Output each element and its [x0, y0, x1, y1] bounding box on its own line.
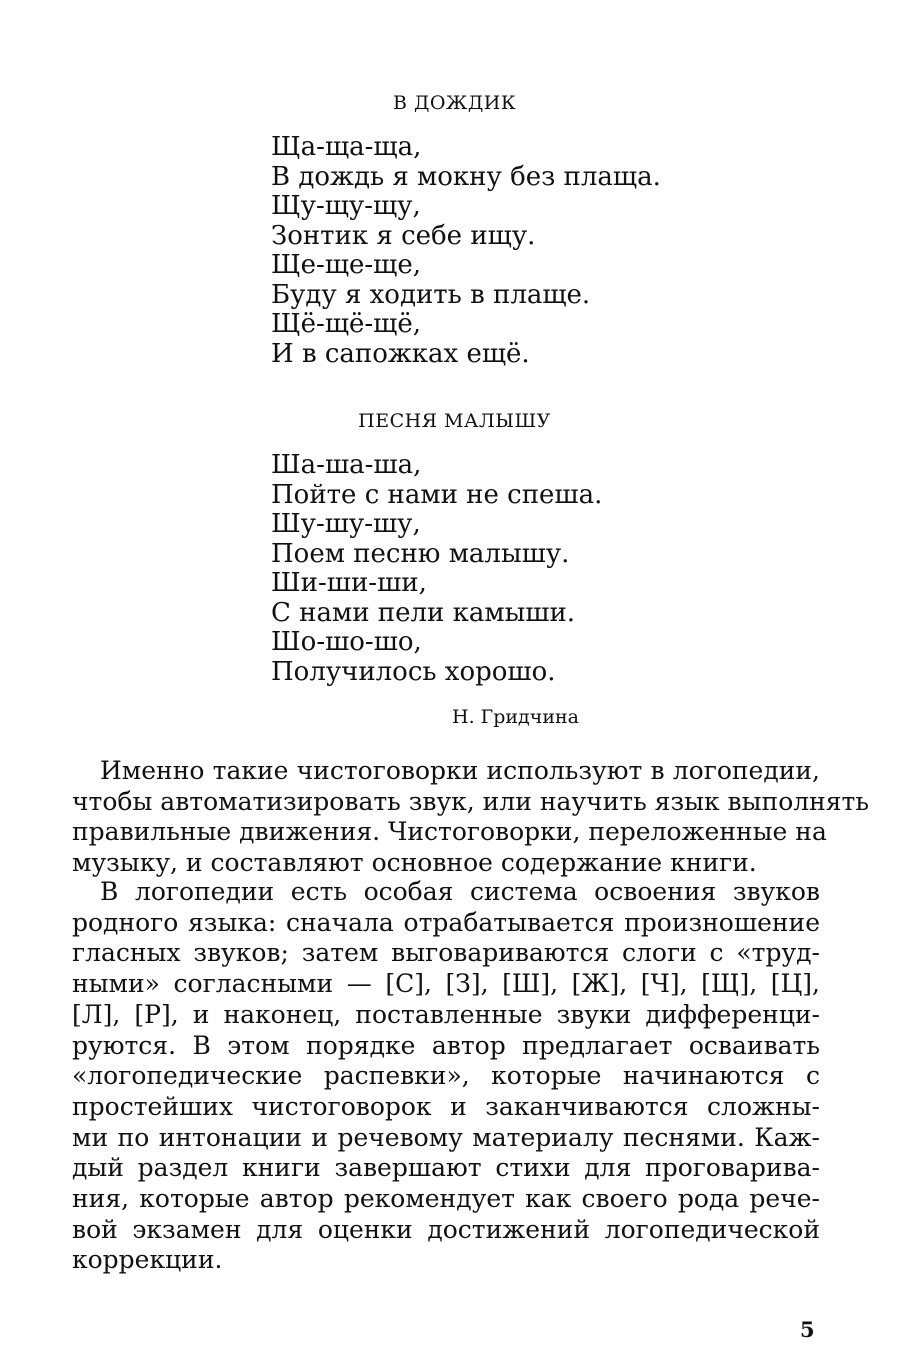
text-line: дый раздел книги завершают стихи для проговарива-	[72, 1153, 820, 1183]
text-line: вой экзамен для оценки достижений логопедической	[72, 1214, 820, 1244]
text-line: родного языка: сначала отрабатывается произношение	[72, 907, 820, 937]
poem-line: Шу-шу-шу,	[271, 509, 421, 539]
body-paragraph	[72, 756, 869, 879]
poem-line: Шо-шо-шо,	[271, 627, 422, 657]
text-line: гласных звуков; затем выговариваются слоги с «труд-	[72, 938, 820, 968]
poem-line: Щё-щё-щё,	[271, 309, 422, 339]
text-line: ми по интонации и речевому материалу песнями. Каж-	[72, 1122, 820, 1152]
poem-line: Зонтик я себе ищу.	[271, 220, 536, 251]
text-line: [Л], [Р], и наконец, поставленные звуки дифференци-	[72, 999, 820, 1029]
poem-line: В дождь я мокну без плаща.	[271, 161, 661, 192]
poem-line: Ши-ши-ши,	[271, 568, 427, 598]
poem-author: Н. Гридчина	[452, 706, 579, 728]
text-line: «логопедические распевки», которые начинаются с	[72, 1061, 820, 1091]
text-line: простейших чистоговорок и заканчиваются сложны-	[72, 1091, 820, 1121]
poem-title: ПЕСНЯ МАЛЫШУ	[358, 410, 551, 432]
poem-line: Поем песню малышу.	[271, 538, 570, 569]
text-line: В логопедии есть особая система освоения звуков	[100, 877, 820, 906]
text-line: Именно такие чистоговорки используют в логопедии,	[100, 756, 820, 785]
text-line: чтобы автоматизировать звук, или научить язык выполнять	[72, 786, 869, 816]
poem-title: В ДОЖДИК	[392, 92, 517, 114]
page-number: 5	[800, 1317, 815, 1342]
poem-line: Ща-ща-ща,	[271, 132, 422, 162]
text-line: ными» согласными — [С], [З], [Ш], [Ж], [Ч], [Щ], [Ц],	[72, 969, 820, 999]
body-paragraph	[72, 877, 820, 1276]
poem-stanza	[271, 133, 661, 369]
text-line: ния, которые автор рекомендует как своего рода рече-	[72, 1184, 820, 1214]
poem-line: Буду я ходить в плаще.	[271, 279, 591, 310]
poem-line: Пойте с нами не спеша.	[271, 479, 603, 510]
poem-line: Получилось хорошо.	[271, 656, 556, 687]
text-line: правильные движения. Чистоговорки, переложенные на	[72, 817, 827, 847]
poem-stanza	[271, 451, 602, 687]
text-line: музыку, и составляют основное содержание книги.	[72, 848, 757, 878]
text-line: руются. В этом порядке автор предлагает осваивать	[72, 1030, 820, 1060]
poem-line: И в сапожках ещё.	[271, 338, 530, 369]
poem-line: Ще-ще-ще,	[271, 250, 422, 280]
poem-line: Ша-ша-ша,	[271, 450, 422, 480]
text-line: коррекции.	[72, 1245, 223, 1275]
poem-line: Щу-щу-щу,	[271, 191, 421, 221]
poem-line: С нами пели камыши.	[271, 597, 576, 628]
